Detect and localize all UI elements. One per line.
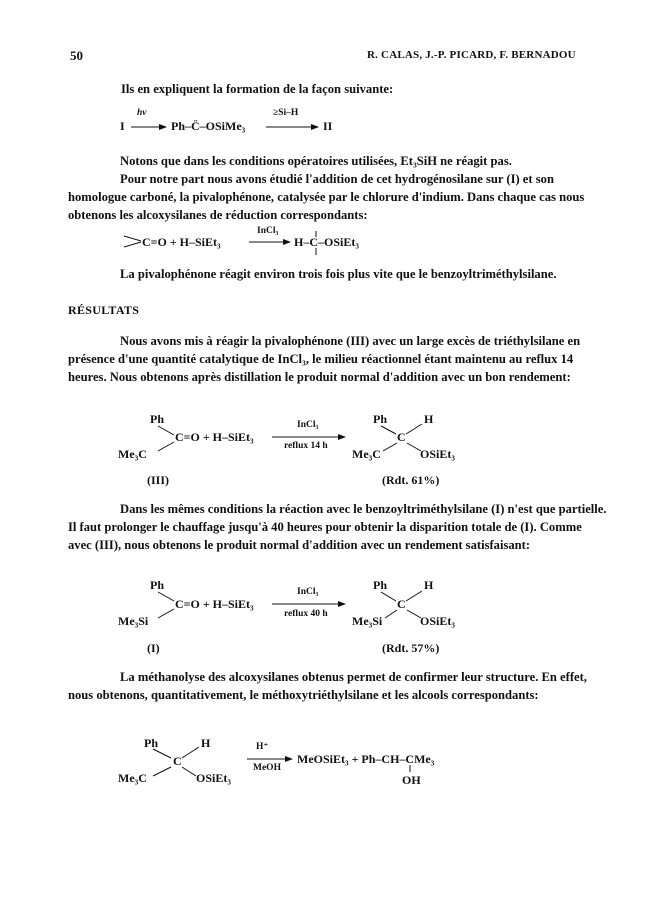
scheme4-substituent: Me₃Si: [118, 614, 149, 628]
scheme4-condition: reflux 40 h: [284, 609, 328, 619]
paragraph-note: Notons que dans les conditions opératoires utilisées, Et₃SiH ne réagit pas.: [120, 154, 512, 168]
scheme4-product-c: C: [397, 597, 406, 611]
paragraph-rate: La pivalophénone réagit environ trois fois plus vite que le benzoyltriméthylsilane.: [120, 267, 557, 281]
scheme3-product-h: H: [424, 412, 434, 426]
scheme4-carbonyl: C=O + H–SiEt₃: [175, 597, 254, 611]
bond-scheme5-h: [182, 747, 199, 758]
scheme5-h: H: [201, 736, 211, 750]
scheme3-substituent: Me₃C: [118, 447, 147, 461]
bond-scheme3-prod-h: [406, 424, 422, 434]
paragraph-study: Pour notre part nous avons étudié l'addition de cet hydrogénosilane sur (I) et son homologue carboné, la pivalophénone, catalysée par le chlorure d'indium. Dans chaque cas nous obtenons les alcoxysilanes de réduction correspondants:: [68, 172, 585, 222]
scheme4-label-right: (Rdt. 57%): [382, 641, 440, 655]
scheme4-product-h: H: [424, 578, 434, 592]
scheme4-product-osi: OSiEt₃: [420, 614, 455, 628]
bond-scheme5-sub: [153, 767, 171, 776]
scheme4-label-left: (I): [147, 641, 160, 655]
bond-scheme3-ph: [158, 426, 174, 435]
scheme4-catalyst: InCl₃: [297, 587, 319, 597]
bond-scheme3-prod-sub: [383, 443, 397, 451]
scheme1-intermediate: Ph–C̈–OSiMe₃: [171, 119, 246, 133]
running-header-authors: R. CALAS, J.-P. PICARD, F. BERNADOU: [367, 49, 576, 61]
scheme2-reactants: C=O + H–SiEt₃: [142, 235, 221, 249]
bond-scheme4-prod-h: [406, 591, 422, 601]
bond-scheme2-lower: [124, 242, 141, 247]
scheme1-reagent: ≥Si–H: [273, 108, 299, 118]
scheme3-product-osi: OSiEt₃: [420, 447, 455, 461]
scheme4-product-ph: Ph: [373, 578, 388, 592]
bond-scheme4-prod-ph: [381, 592, 396, 601]
scheme3-catalyst: InCl₃: [297, 420, 319, 430]
scheme5-substituent: Me₃C: [118, 771, 147, 785]
scheme5-reagent-top: H⁺: [256, 742, 269, 752]
paragraph-benzoyl: Dans les mêmes conditions la réaction avec le benzoyltriméthylsilane (I) n'est que partielle. Il faut prolonger le chauffage jusqu'à 40 heures pour obtenir la disparition totale de (I). Comme avec (III), nous obtenons le produit normal d'addition avec un rendement satisfaisant:: [68, 502, 607, 552]
bond-scheme4-sub: [158, 609, 174, 618]
bond-scheme3-prod-osi: [407, 443, 421, 451]
scheme2-product: H–C–OSiEt₃: [294, 235, 359, 249]
scheme3-product-substituent: Me₃C: [352, 447, 381, 461]
scheme2-catalyst: InCl₃: [257, 226, 279, 236]
bond-scheme3-sub: [158, 442, 174, 451]
scheme3-label-left: (III): [147, 473, 170, 487]
scheme1-hv: hν: [137, 108, 147, 118]
bond-scheme4-prod-osi: [407, 610, 421, 618]
bond-scheme2-upper: [124, 236, 141, 241]
bond-scheme3-prod-ph: [381, 426, 396, 434]
scheme3-product-c: C: [397, 430, 406, 444]
scheme3-carbonyl: C=O + H–SiEt₃: [175, 430, 254, 444]
paragraph-methanolysis: La méthanolyse des alcoxysilanes obtenus permet de confirmer leur structure. En effet, nous obtenons, quantitativement, le méthoxytriéthylsilane et les alcools correspondants:: [68, 670, 587, 702]
bond-scheme4-prod-sub: [385, 610, 397, 618]
section-title: RÉSULTATS: [68, 303, 140, 317]
intro-line: Ils en expliquent la formation de la façon suivante:: [121, 82, 394, 96]
scheme5-ph: Ph: [144, 736, 159, 750]
scheme3-ph: Ph: [150, 412, 165, 426]
scheme3-product-ph: Ph: [373, 412, 388, 426]
page-number: 50: [70, 48, 83, 63]
paragraph-results: Nous avons mis à réagir la pivalophénone (III) avec un large excès de triéthylsilane en présence d'une quantité catalytique de InCl₃, le milieu réactionnel étant maintenu au reflux 14 heures. Nous obtenons après distillation le produit normal d'addition avec un bon rendement:: [68, 334, 581, 384]
scheme4-product-substituent: Me₃Si: [352, 614, 383, 628]
scheme5-osi: OSiEt₃: [196, 771, 231, 785]
scheme5-products: MeOSiEt₃ + Ph–CH–CMe₃: [297, 752, 435, 766]
scheme1-end: II: [323, 119, 333, 133]
scheme5-c: C: [173, 754, 182, 768]
scheme5-reagent-bottom: MeOH: [253, 763, 281, 773]
scheme4-ph: Ph: [150, 578, 165, 592]
scheme3-label-right: (Rdt. 61%): [382, 473, 440, 487]
bond-scheme5-ph: [153, 749, 171, 758]
scheme3-condition: reflux 14 h: [284, 441, 328, 451]
scheme1-start: I: [120, 119, 125, 133]
bond-scheme4-ph: [158, 592, 174, 601]
bond-scheme5-osi: [182, 767, 196, 776]
scheme5-oh: OH: [402, 773, 421, 787]
